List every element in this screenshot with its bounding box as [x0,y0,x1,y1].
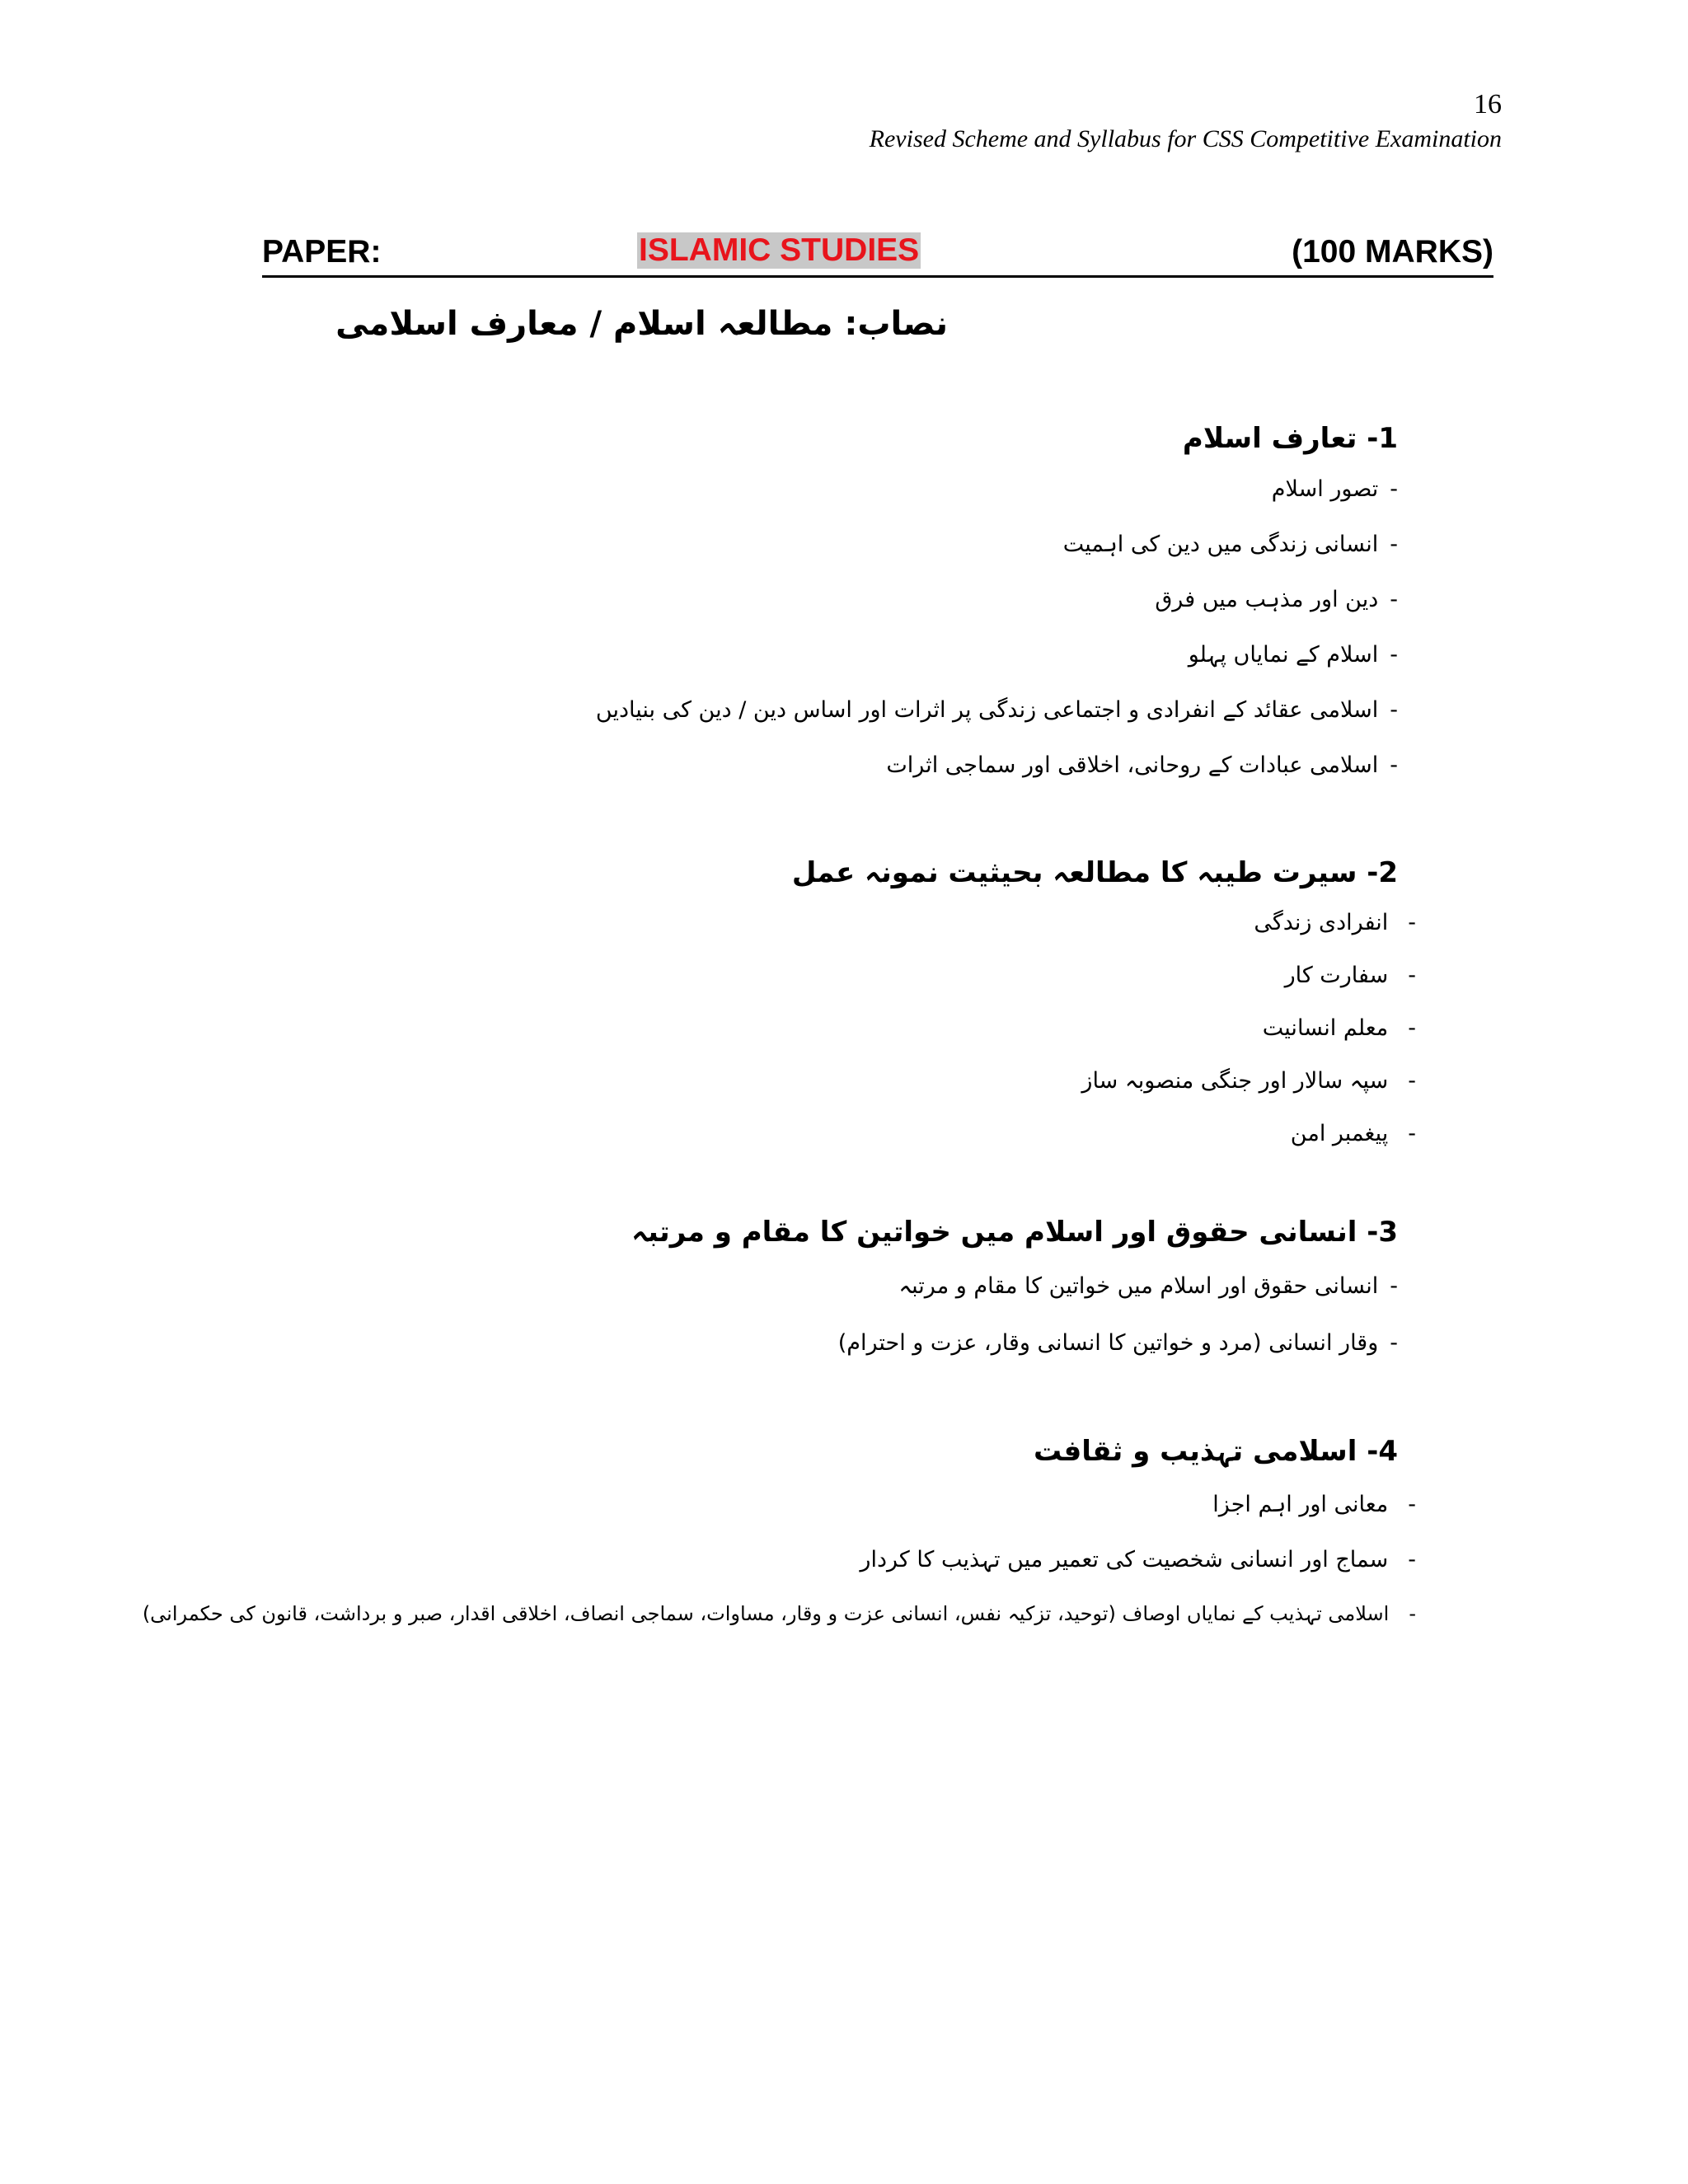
paper-title-line [262,232,1493,278]
list-item [1272,476,1398,502]
list-item [1189,642,1398,668]
paper-subject: ISLAMIC STUDIES [639,232,920,268]
section-heading: 4- اسلامی تہذیب و ثقافت [1034,1435,1398,1468]
list-item-text: اسلامی عقائد کے انفرادی و اجتماعی زندگی پر اثرات اور اساس دین / دین کی بنیادیں [595,697,1379,723]
list-item-text: معانی اور اہم اجزا [1212,1492,1389,1517]
list-item-text: معلم انسانیت [1262,1015,1389,1041]
running-header: Revised Scheme and Syllabus for CSS Competitive Examination [869,125,1502,152]
list-item-text: پیغمبر امن [1290,1121,1389,1146]
list-item-text: سپہ سالار اور جنگی منصوبہ ساز [1081,1068,1389,1094]
dash: - [1390,476,1398,502]
list-item [898,1273,1398,1299]
dash: - [1408,963,1416,988]
list-item-text: انسانی زندگی میں دین کی اہمیت [1062,532,1379,557]
section-heading: 1- تعارف اسلام [1182,422,1398,455]
list-item [1063,532,1398,557]
list-item [1254,910,1416,935]
list-item [1285,963,1416,988]
list-item-text: اسلامی عبادات کے روحانی، اخلاقی اور سماجی اثرات [886,752,1379,778]
paper-marks: (100 MARKS) [1292,234,1493,269]
list-item [143,1602,1416,1625]
list-item-text: انسانی حقوق اور اسلام میں خواتین کا مقام و مرتبہ [898,1273,1379,1299]
list-item [1212,1492,1416,1517]
dash: - [1390,697,1398,723]
dash: - [1390,1273,1398,1299]
dash: - [1409,1602,1416,1625]
list-item [1291,1121,1416,1146]
list-item-text: انفرادی زندگی [1254,910,1389,935]
dash: - [1408,1121,1416,1146]
list-item-text: اسلام کے نمایاں پہلو [1188,642,1379,668]
section-heading: 3- انسانی حقوق اور اسلام میں خواتین کا مقام و مرتبہ [631,1216,1398,1249]
list-item-text: سماج اور انسانی شخصیت کی تعمیر میں تہذیب کا کردار [860,1547,1389,1572]
dash: - [1390,642,1398,668]
dash: - [1390,587,1398,612]
dash: - [1408,1068,1416,1094]
list-item-text: تصور اسلام [1271,476,1379,502]
syllabus-title: نصاب: مطالعہ اسلام / معارف اسلامی [335,305,948,343]
list-item-text: وقار انسانی (مرد و خواتین کا انسانی وقار، عزت و احترام) [837,1330,1379,1356]
list-item [596,697,1398,723]
list-item [838,1330,1398,1356]
list-item [860,1547,1416,1572]
list-item [1263,1015,1416,1041]
list-item-text: سفارت کار [1284,963,1389,988]
dash: - [1390,752,1398,778]
dash: - [1408,1547,1416,1572]
dash: - [1408,1492,1416,1517]
list-item-text: اسلامی تہذیب کے نمایاں اوصاف (توحید، تزکیہ نفس، انسانی عزت و وقار، مساوات، سماجی انصاف، اخلاقی اقدار، صبر و برداشت، قانون کی حکمرانی) [142,1602,1390,1625]
section-heading: 2- سیرت طیبہ کا مطالعہ بحیثیت نمونہ عمل [791,856,1398,889]
page-number: 16 [1474,89,1502,120]
dash: - [1408,1015,1416,1041]
list-item [1155,587,1398,612]
paper-label: PAPER: [262,234,382,269]
dash: - [1408,910,1416,935]
dash: - [1390,532,1398,557]
dash: - [1390,1330,1398,1356]
list-item-text: دین اور مذہب میں فرق [1155,587,1379,612]
list-item [1081,1068,1416,1094]
list-item [886,752,1398,778]
